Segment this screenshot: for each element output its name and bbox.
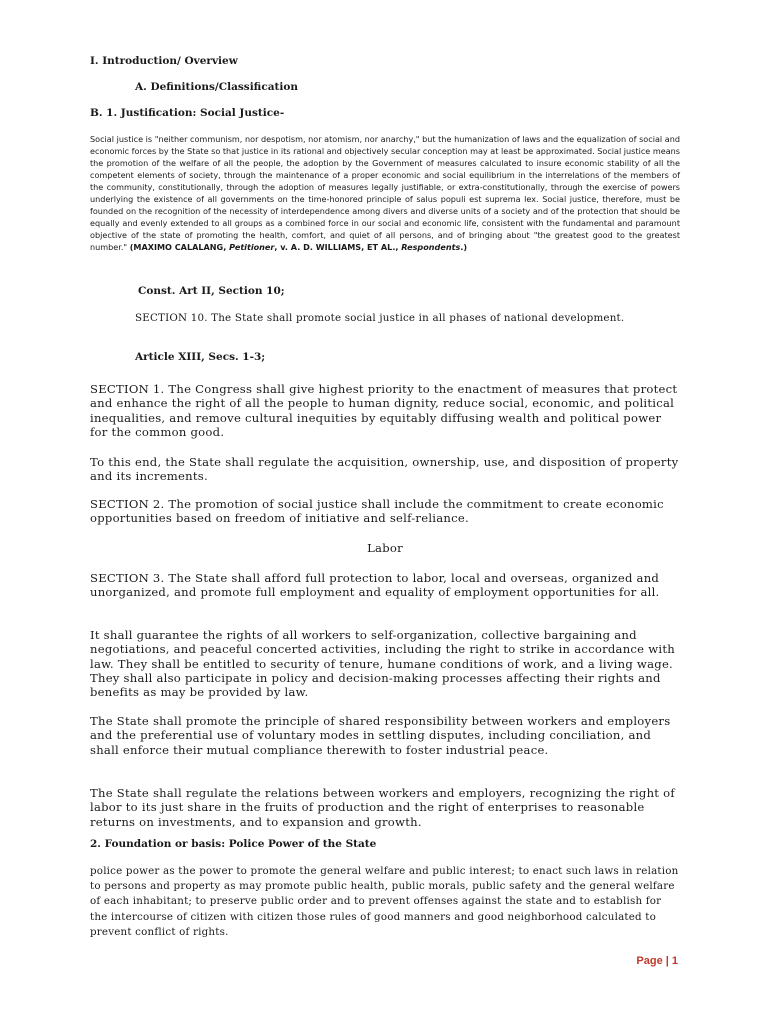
heading-definitions: A. Definitions/Classification	[135, 81, 298, 93]
labor-heading: Labor	[367, 541, 403, 555]
section-3-workers-rights: It shall guarantee the rights of all workers to self-organization, collective bargaining and negotiations, and peaceful concerted activities, including the right to strike in accordance with law. They shall be entitled to security of tenure, humane conditions of work, and a living wage. They shall also participate in policy and decision-making processes affecting their rights and benefits as may be provided by law.	[90, 628, 675, 700]
section-2-text: SECTION 2. The promotion of social justice shall include the commitment to create economic opportunities based on freedom of initiative and self-reliance.	[90, 497, 664, 526]
heading-foundation: 2. Foundation or basis: Police Power of the State	[90, 838, 377, 850]
quote-text: Social justice is "neither communism, nor despotism, nor atomism, nor anarchy," but the humanization of laws and the equalization of social and economic forces by the State so that justice in its rational and objectively secular conception may at least be approximated. Social justice means the promotion of the welfare of all the people, the adoption by the Government of measures calculated to insure economic stability of all the competent elements of society, through the maintenance of a proper economic and social equilibrium in the interrelations of the members of the community, constitutionally, through the adoption of measures legally justifiable, or extra-constitutionally, through the exercise of powers underlying the existence of all governments on the time-honored principle of salus populi est suprema lex. Social justice, therefore, must be founded on the recognition of the necessity of interdependence among divers and diverse units of a society and of the protection that should be equally and evenly extended to all groups as a combined force in our social and economic life, consistent with the fundamental and paramount objective of the state of promoting the health, comfort, and quiet of all persons, and of bringing about "the greatest good to the greatest number."	[90, 134, 680, 252]
page-number-footer: Page | 1	[636, 955, 678, 967]
heading-const-art-ii: Const. Art II, Section 10;	[138, 285, 285, 297]
section-1-text: SECTION 1. The Congress shall give highest priority to the enactment of measures that protect and enhance the right of all the people to human dignity, reduce social, economic, and political inequalities, and remove cultural inequities by equitably diffusing wealth and political power for the common good.	[90, 382, 678, 439]
citation-respondents: Respondents	[401, 242, 461, 252]
quote-paragraph	[90, 133, 680, 253]
heading-article-xiii: Article XIII, Secs. 1-3;	[135, 351, 266, 363]
citation-petitioner: Petitioner	[229, 242, 275, 252]
section-10-text: SECTION 10. The State shall promote social justice in all phases of national development.	[135, 312, 625, 324]
section-3-text: SECTION 3. The State shall afford full protection to labor, local and overseas, organized and unorganized, and promote full employment and equality of employment opportunities for all.	[90, 571, 660, 600]
citation-open: (MAXIMO CALALANG,	[129, 242, 230, 252]
section-1-continuation: To this end, the State shall regulate the acquisition, ownership, use, and disposition of property and its increments.	[90, 455, 679, 484]
police-power-text: police power as the power to promote the general welfare and public interest; to enact such laws in relation to persons and property as may promote public health, public morals, public safety and the general welfare of each inhabitant; to preserve public order and to prevent offenses against the state and to establish for the intercourse of citizen with citizen those rules of good manners and good neighborhood calculated to prevent conflict of rights.	[90, 865, 679, 938]
citation-mid: , v. A. D. WILLIAMS, ET AL.,	[274, 242, 402, 252]
section-3-relations: The State shall regulate the relations between workers and employers, recognizing the right of labor to its just share in the fruits of production and the right of enterprises to reasonable returns on investments, and to expansion and growth.	[90, 786, 675, 829]
citation-close: .)	[460, 242, 468, 252]
heading-justification: B. 1. Justification: Social Justice-	[90, 107, 285, 119]
section-3-shared-responsibility: The State shall promote the principle of shared responsibility between workers and employers and the preferential use of voluntary modes in settling disputes, including conciliation, and shall enforce their mutual compliance therewith to foster industrial peace.	[90, 714, 671, 757]
heading-introduction: I. Introduction/ Overview	[90, 55, 238, 67]
